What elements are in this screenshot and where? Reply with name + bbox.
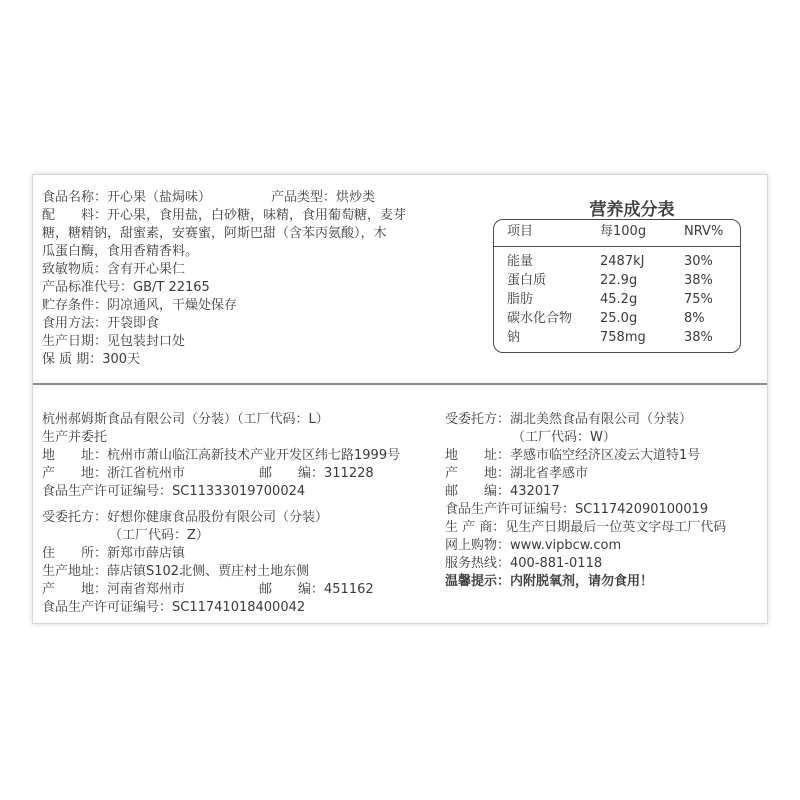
product-name-label: 食品名称：: [42, 190, 108, 205]
right-warning-row: [445, 573, 653, 591]
left-postcode2-label: 邮 编：: [259, 582, 325, 597]
right-entrusted-value: 湖北美然食品有限公司（分装）: [510, 412, 693, 427]
production-date-label: 生产日期：: [42, 334, 108, 349]
usage-label: 食用方法：: [42, 316, 108, 331]
left-postcode2-row: [259, 581, 374, 599]
left-residence-value: 新郑市薛店镇: [107, 546, 186, 561]
product-info-section: [33, 175, 767, 383]
right-producer-value: 见生产日期最后一位英文字母工厂代码: [505, 520, 727, 535]
production-date-row: [42, 333, 185, 351]
ingredients-label: 配 料：: [42, 208, 108, 223]
right-postcode-value: 432017: [510, 484, 560, 499]
left-origin2-row: [42, 581, 185, 599]
nutrition-title: 营养成分表: [589, 200, 675, 220]
nutrition-header-item: 项目: [507, 224, 534, 239]
left-entrusted-code: （工厂代码：Z）: [109, 528, 209, 543]
left-entrusted-row: [42, 509, 328, 527]
left-company: 杭州郝姆斯食品有限公司（分装）（工厂代码：L）: [42, 412, 329, 427]
nutrition-cell: 38%: [684, 330, 713, 345]
ingredients-line-2: 糖，糖精钠，甜蜜素，安赛蜜，阿斯巴甜（含苯丙氨酸），木: [42, 226, 387, 241]
product-type-row: [271, 189, 375, 207]
right-shop-url: www.vipbcw.com: [510, 538, 622, 553]
nutrition-cell: 钠: [507, 330, 521, 345]
left-role: 生产并委托: [42, 430, 108, 445]
right-producer-row: [445, 519, 726, 537]
left-license-value: SC11333019700024: [172, 484, 306, 499]
nutrition-table: [493, 219, 741, 353]
left-postcode-value: 311228: [324, 466, 374, 481]
right-hotline-row: [445, 555, 602, 573]
nutrition-cell: 能量: [507, 254, 534, 269]
left-origin-label: 产 地：: [42, 466, 108, 481]
left-residence-label: 住 所：: [42, 546, 108, 561]
nutrition-header-nrv: NRV%: [684, 224, 724, 239]
left-postcode-row: [259, 465, 374, 483]
nutrition-cell: 75%: [684, 292, 713, 307]
product-type-label: 产品类型：: [271, 190, 337, 205]
shelf-life-label: 保 质 期：: [42, 352, 103, 367]
left-address-label: 地 址：: [42, 448, 108, 463]
right-address-value: 孝感市临空经济区凌云大道特1号: [510, 448, 701, 463]
allergen-label: 致敏物质：: [42, 262, 108, 277]
left-entrusted-value: 好想你健康食品股份有限公司（分装）: [107, 510, 329, 525]
product-label-card: [32, 174, 768, 624]
left-license2-value: SC11741018400042: [172, 600, 306, 615]
standard-value: GB/T 22165: [133, 280, 210, 295]
usage-value: 开袋即食: [107, 316, 160, 331]
standard-row: [42, 279, 210, 297]
nutrition-header-per100g: 每100g: [600, 224, 647, 239]
nutrition-cell: 25.0g: [600, 311, 638, 326]
storage-value: 阴凉通风，干燥处保存: [107, 298, 238, 313]
left-license-row: [42, 483, 305, 501]
nutrition-header-row: [494, 220, 740, 247]
left-origin-value: 浙江省杭州市: [107, 466, 186, 481]
left-license2-label: 食品生产许可证编号：: [42, 600, 173, 615]
ingredients-line-1: 开心果，食用盐，白砂糖，味精，食用葡萄糖，麦芽: [107, 208, 407, 223]
production-date-value: 见包装封口处: [107, 334, 186, 349]
right-license-row: [445, 501, 708, 519]
left-address-row: [42, 447, 400, 465]
nutrition-cell: 蛋白质: [507, 273, 547, 288]
right-warning-label: 温馨提示：: [445, 574, 511, 589]
left-entrusted-label: 受委托方：: [42, 510, 108, 525]
left-prod-addr-label: 生产地址：: [42, 564, 108, 579]
ingredients-row-1: [42, 207, 406, 225]
right-origin-label: 产 地：: [445, 466, 511, 481]
right-license-value: SC11742090100019: [575, 502, 709, 517]
right-entrusted-label: 受委托方：: [445, 412, 511, 427]
left-postcode-label: 邮 编：: [259, 466, 325, 481]
left-license2-row: [42, 599, 305, 617]
left-prod-addr-row: [42, 563, 309, 581]
product-type-value: 烘炒类: [336, 190, 376, 205]
usage-row: [42, 315, 159, 333]
left-origin-row: [42, 465, 185, 483]
shelf-life-value: 300天: [102, 352, 141, 367]
nutrition-cell: 45.2g: [600, 292, 638, 307]
standard-label: 产品标准代号：: [42, 280, 134, 295]
storage-row: [42, 297, 237, 315]
left-prod-addr-value: 薛店镇S102北侧、贾庄村土地东侧: [107, 564, 310, 579]
right-hotline-value: 400-881-0118: [510, 556, 603, 571]
right-address-row: [445, 447, 700, 465]
right-hotline-label: 服务热线：: [445, 556, 511, 571]
ingredients-line-3: 瓜蛋白酶，食用香精香料。: [42, 244, 199, 259]
allergen-value: 含有开心果仁: [107, 262, 186, 277]
left-license-label: 食品生产许可证编号：: [42, 484, 173, 499]
allergen-row: [42, 261, 185, 279]
nutrition-cell: 758mg: [600, 330, 646, 345]
nutrition-cell: 30%: [684, 254, 713, 269]
left-origin2-label: 产 地：: [42, 582, 108, 597]
right-producer-label: 生 产 商：: [445, 520, 506, 535]
right-postcode-label: 邮 编：: [445, 484, 511, 499]
right-postcode-row: [445, 483, 560, 501]
product-name-value: 开心果（盐焗味）: [107, 190, 212, 205]
right-entrusted-row: [445, 411, 692, 429]
shelf-life-row: [42, 351, 140, 369]
left-residence-row: [42, 545, 185, 563]
nutrition-cell: 22.9g: [600, 273, 638, 288]
manufacturer-section: [33, 385, 767, 625]
nutrition-cell: 2487kJ: [600, 254, 645, 269]
right-license-label: 食品生产许可证编号：: [445, 502, 576, 517]
nutrition-cell: 碳水化合物: [507, 311, 573, 326]
right-shop-label: 网上购物：: [445, 538, 511, 553]
right-address-label: 地 址：: [445, 448, 511, 463]
right-origin-row: [445, 465, 588, 483]
product-name-row: [42, 189, 211, 207]
nutrition-cell: 38%: [684, 273, 713, 288]
right-shop-row: [445, 537, 621, 555]
left-postcode2-value: 451162: [324, 582, 374, 597]
right-warning-value: 内附脱氧剂，请勿食用！: [510, 574, 654, 589]
left-origin2-value: 河南省郑州市: [107, 582, 186, 597]
storage-label: 贮存条件：: [42, 298, 108, 313]
nutrition-cell: 8%: [684, 311, 705, 326]
nutrition-cell: 脂肪: [507, 292, 534, 307]
right-origin-value: 湖北省孝感市: [510, 466, 589, 481]
right-entrusted-code: （工厂代码：W）: [512, 430, 616, 445]
left-address-value: 杭州市萧山临江高新技术产业开发区纬七路1999号: [107, 448, 401, 463]
